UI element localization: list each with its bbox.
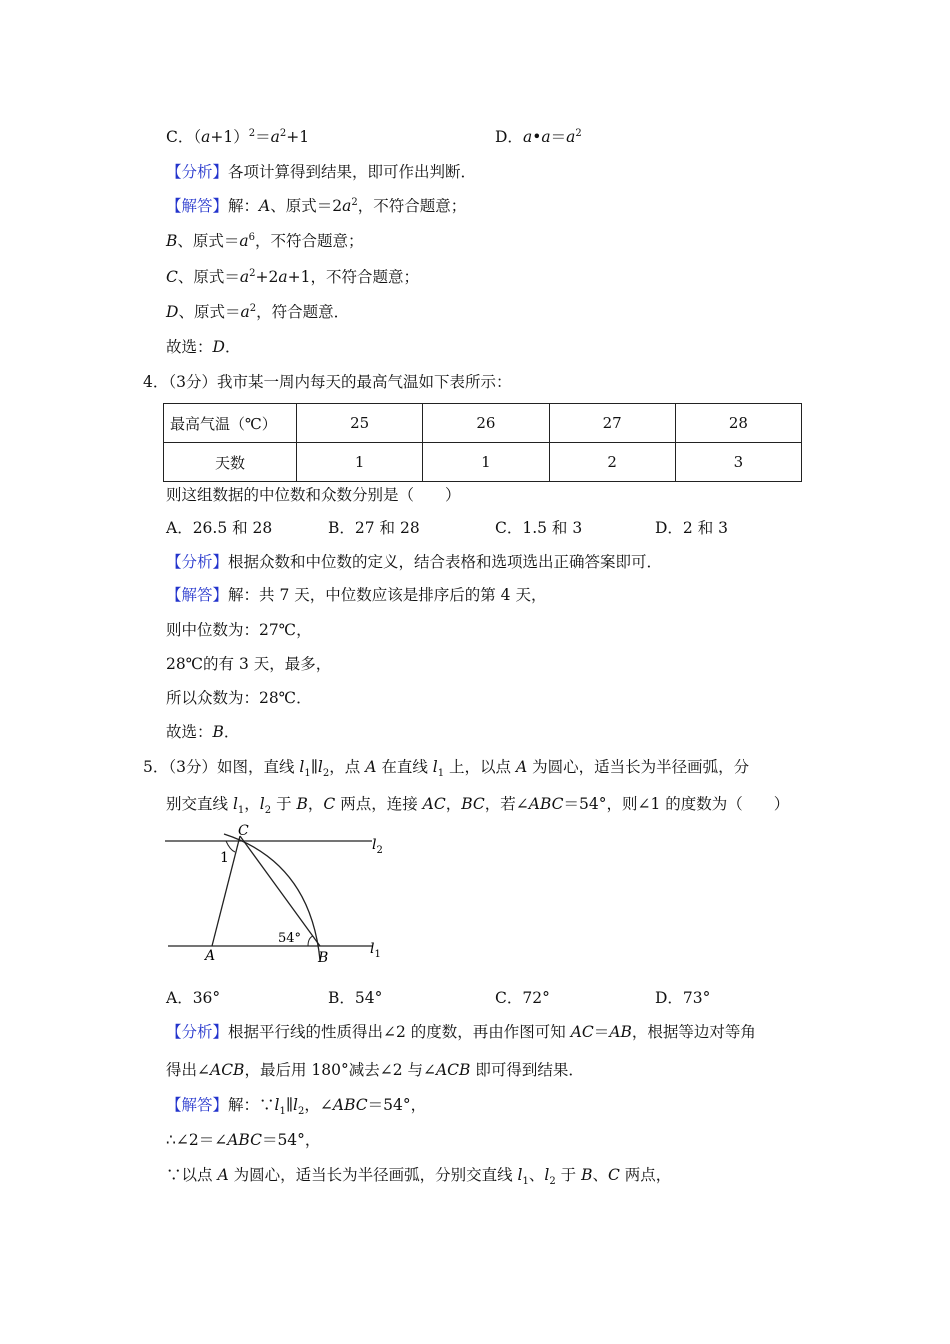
q5-stem-line-2: 别交直线 $l_1$，$l_2$ 于 B，C 两点，连接 AC，BC，若∠ABC＝54°，则∠1 的度数为（ ） (166, 795, 790, 817)
q4-option-d: D．2 和 3 (655, 519, 729, 537)
q5-answer-line-2: ∴∠2＝∠ABC＝54°， (166, 1131, 321, 1149)
table-cell: 3 (675, 443, 801, 482)
q4-answer-line-2: 则中位数为：27℃， (166, 621, 312, 639)
q3-choice: 故选：D． (166, 338, 241, 356)
table-cell: 2 (549, 443, 675, 482)
segment-bc (240, 836, 320, 946)
q5-analysis-line-2: 得出∠ACB，最后用 180°减去∠2 与∠ACB 即可得到结果． (166, 1061, 584, 1079)
q5-answer-line-3: ∵以点 A 为圆心，适当长为半径画弧，分别交直线 $l_1$、$l_2$ 于 B、C 两点， (166, 1166, 672, 1188)
q5-stem-line-1: 5．（3分）如图，直线 $l_1\parallel l_2$，点 A 在直线 $l_1$ 上，以点 A 为圆心，适当长为半径画弧，分 (143, 758, 750, 780)
q4-answer-line-4: 所以众数为：28℃． (166, 689, 312, 707)
q4-question: 则这组数据的中位数和众数分别是（ ） (166, 486, 461, 504)
q3-option-d: D．$a•a=a^2$ (495, 127, 582, 146)
analysis-tag: 【分析】 (166, 1023, 229, 1041)
q4-option-c: C．1.5 和 3 (495, 519, 583, 537)
table-row (164, 443, 802, 482)
table-cell: 25 (297, 404, 423, 443)
table-cell: 天数 (164, 443, 297, 482)
answer-tag: 【解答】 (166, 197, 229, 215)
construction-arc (224, 834, 320, 960)
table-cell: 26 (423, 404, 549, 443)
q5-option-c: C．72° (495, 989, 550, 1007)
q3-answer-line-4: D、原式$=a^2$，符合题意． (166, 302, 350, 321)
analysis-tag: 【分析】 (166, 553, 229, 571)
table-cell: 1 (297, 443, 423, 482)
table-cell: 1 (423, 443, 549, 482)
analysis-tag: 【分析】 (166, 163, 229, 181)
q4-option-a: A．26.5 和 28 (166, 519, 273, 537)
q4-option-b: B．27 和 28 (328, 519, 420, 537)
q4-stem: 4．（3分）我市某一周内每天的最高气温如下表所示： (143, 373, 512, 391)
table-cell: 最高气温（℃） (164, 404, 297, 443)
temperature-table (163, 403, 802, 482)
q5-answer-line-1: 【解答】解：$\because l_1\parallel l_2$，∠ABC＝54°， (166, 1096, 427, 1118)
q4-answer-line-1: 【解答】解：共 7 天，中位数应该是排序后的第 4 天， (166, 586, 547, 604)
q3-answer-line-1: 【解答】解：A、原式$=2a^2$，不符合题意； (166, 196, 467, 215)
q5-option-b: B．54° (328, 989, 383, 1007)
point-b-label: B (318, 950, 329, 966)
angle-54-arc (308, 936, 313, 946)
q4-analysis: 【分析】根据众数和中位数的定义，结合表格和选项选出正确答案即可． (166, 553, 663, 571)
table-cell: 27 (549, 404, 675, 443)
q3-answer-line-3: C、原式$=a^2+2a+1$，不符合题意； (166, 267, 419, 286)
q4-choice: 故选：B． (166, 723, 240, 741)
line-l1-label: $l_1$ (370, 941, 381, 960)
table-cell: 28 (675, 404, 801, 443)
geometry-figure (160, 822, 400, 972)
table-row (164, 404, 802, 443)
q3-answer-line-2: B、原式$=a^6$，不符合题意； (166, 231, 364, 250)
q4-answer-line-3: 28℃的有 3 天，最多， (166, 655, 332, 673)
answer-tag: 【解答】 (166, 1096, 229, 1114)
q5-option-d: D．73° (655, 989, 711, 1007)
point-a-label: A (205, 948, 216, 964)
q5-analysis-line-1: 【分析】根据平行线的性质得出∠2 的度数，再由作图可知 AC＝AB，根据等边对等角 (166, 1023, 756, 1041)
line-l2-label: $l_2$ (372, 837, 383, 856)
point-c-label: C (238, 823, 249, 839)
q3-analysis: 【分析】各项计算得到结果，即可作出判断． (166, 163, 477, 181)
q5-option-a: A．36° (166, 989, 221, 1007)
angle-1-label: 1 (220, 850, 229, 866)
angle-54-label: 54° (278, 931, 302, 946)
q3-option-c: C．$(a+1)^2=a^2+1$ (166, 127, 310, 146)
answer-tag: 【解答】 (166, 586, 229, 604)
